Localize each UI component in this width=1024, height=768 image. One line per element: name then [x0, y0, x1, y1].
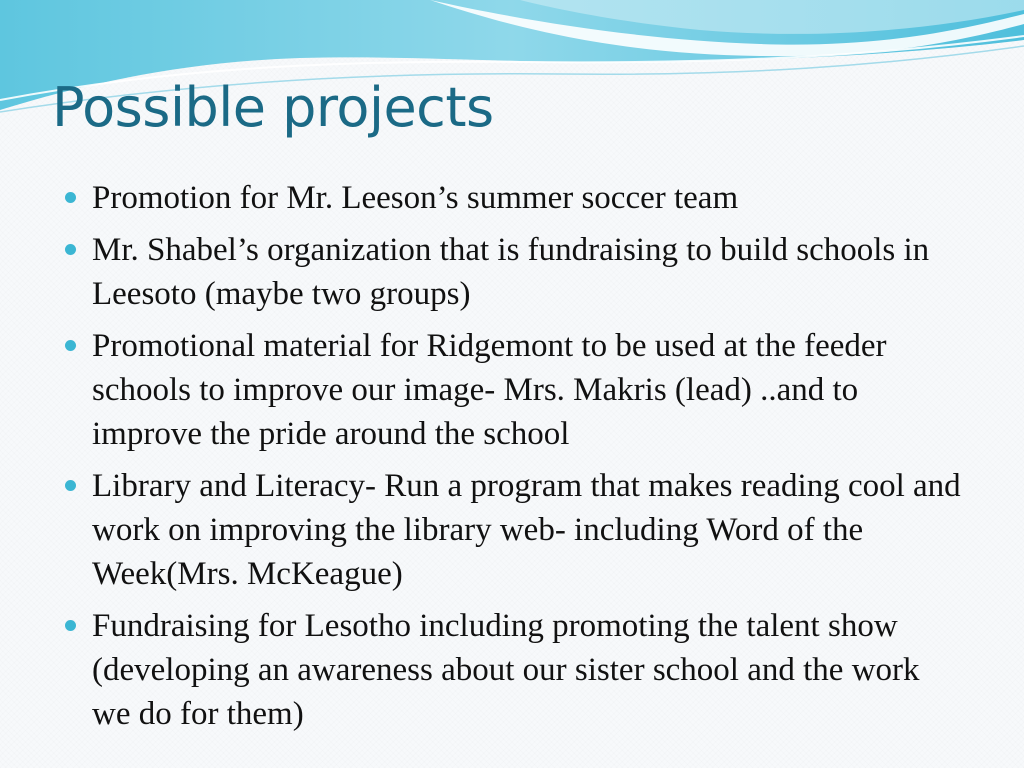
bullet-dot-icon — [65, 192, 76, 203]
bullet-item — [62, 176, 962, 220]
bullet-item — [62, 228, 962, 316]
bullet-item — [62, 464, 962, 596]
bullet-text: Mr. Shabel’s organization that is fundraising to build schools in Leesoto (maybe two groups) — [92, 232, 930, 312]
bullet-text: Fundraising for Lesotho including promoting the talent show (developing an awareness about our sister school and the work we do for them) — [92, 608, 920, 732]
bullet-list — [62, 176, 962, 744]
bullet-dot-icon — [65, 244, 76, 255]
bullet-item — [62, 324, 962, 456]
slide-title: Possible projects — [52, 76, 494, 139]
bullet-text: Library and Literacy- Run a program that makes reading cool and work on improving the library web- including Word of the Week(Mrs. McKeague) — [92, 468, 961, 592]
bullet-text: Promotional material for Ridgemont to be used at the feeder schools to improve our image- Mrs. Makris (lead) ..and to improve the pride around the school — [92, 328, 887, 452]
bullet-dot-icon — [65, 480, 76, 491]
bullet-item — [62, 604, 962, 736]
bullet-dot-icon — [65, 620, 76, 631]
bullet-text: Promotion for Mr. Leeson’s summer soccer team — [92, 180, 739, 216]
bullet-dot-icon — [65, 340, 76, 351]
